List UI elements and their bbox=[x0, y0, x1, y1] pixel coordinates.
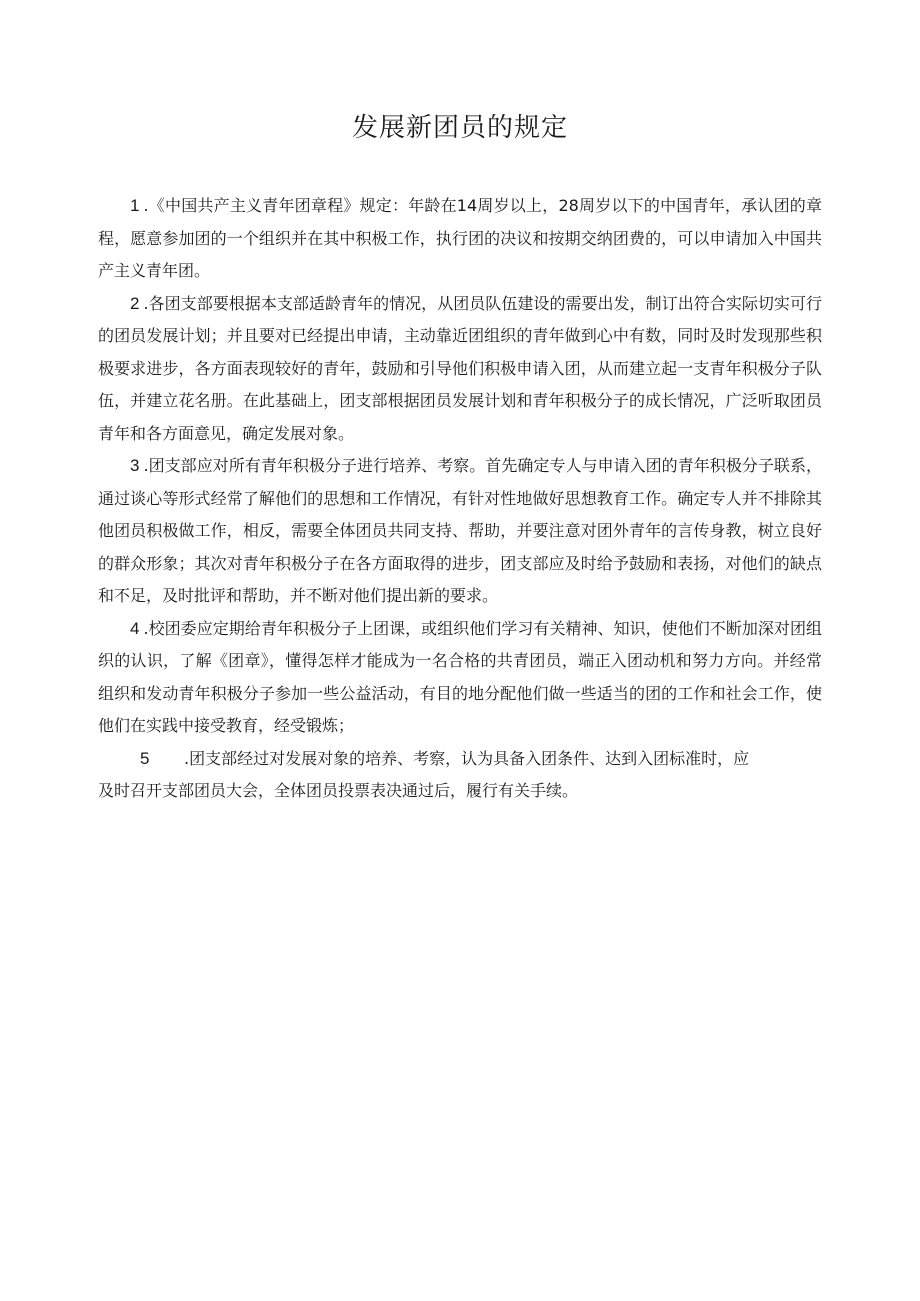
document-title: 发展新团员的规定 bbox=[351, 113, 568, 143]
paragraph-text: .各团支部要根据本支部适龄青年的情况，从团员队伍建设的需要出发，制订出符合实际切实可行的团员发展计划；并且要对已经提出申请，主动靠近团组织的青年做到心中有数，同时及时发现那些积极要求进步，各方面表现较好的青年，鼓励和引导他们积极申请入团，从而建立起一支青年积极分子队伍，并建立花名册。在此基础上，团支部根据团员发展计划和青年积极分子的成长情况，广泛听取团员青年和各方面意见，确定发展对象。 bbox=[98, 293, 822, 443]
paragraph-number: 3 bbox=[130, 456, 140, 475]
paragraph-2 bbox=[98, 288, 822, 451]
paragraph-text: .《中国共产主义青年团章程》规定：年龄在14周岁以上，28周岁以下的中国青年，承认团的章程，愿意参加团的一个组织并在其中积极工作，执行团的决议和按期交纳团费的，可以申请加入中国共产主义青年团。 bbox=[98, 196, 822, 280]
paragraph-text: .团支部经过对发展对象的培养、考察，认为具备入团条件、达到入团标准时，应 bbox=[184, 748, 750, 768]
paragraph-1 bbox=[98, 190, 822, 288]
paragraph-number: 4 bbox=[130, 618, 140, 638]
paragraph-continuation: 及时召开支部团员大会，全体团员投票表决通过后，履行有关手续。 bbox=[98, 781, 579, 800]
paragraph-5 bbox=[98, 743, 822, 808]
paragraph-text: .团支部应对所有青年积极分子进行培养、考察。首先确定专人与申请入团的青年积极分子联系，通过谈心等形式经常了解他们的思想和工作情况，有针对性地做好思想教育工作。确定专人并不排除其他团员积极做工作，相反，需要全体团员共同支持、帮助，并要注意对团外青年的言传身教，树立良好的群众形象；其次对青年积极分子在各方面取得的进步，团支部应及时给予鼓励和表扬，对他们的缺点和不足，及时批评和帮助，并不断对他们提出新的要求。 bbox=[98, 456, 822, 605]
paragraph-first-line bbox=[98, 743, 822, 776]
paragraph-4 bbox=[98, 613, 822, 743]
paragraph-number: 1 bbox=[130, 196, 140, 215]
document-body bbox=[98, 190, 822, 808]
paragraph-number: 5 bbox=[140, 748, 150, 768]
paragraph-3 bbox=[98, 450, 822, 613]
paragraph-number: 2 bbox=[130, 293, 140, 313]
paragraph-text: .校团委应定期给青年积极分子上团课，或组织他们学习有关精神、知识，使他们不断加深对团组织的认识，了解《团章》，懂得怎样才能成为一名合格的共青团员，端正入团动机和努力方向。并经常组织和发动青年积极分子参加一些公益活动，有目的地分配他们做一些适当的团的工作和社会工作，使他们在实践中接受教育，经受锻炼； bbox=[98, 618, 822, 735]
